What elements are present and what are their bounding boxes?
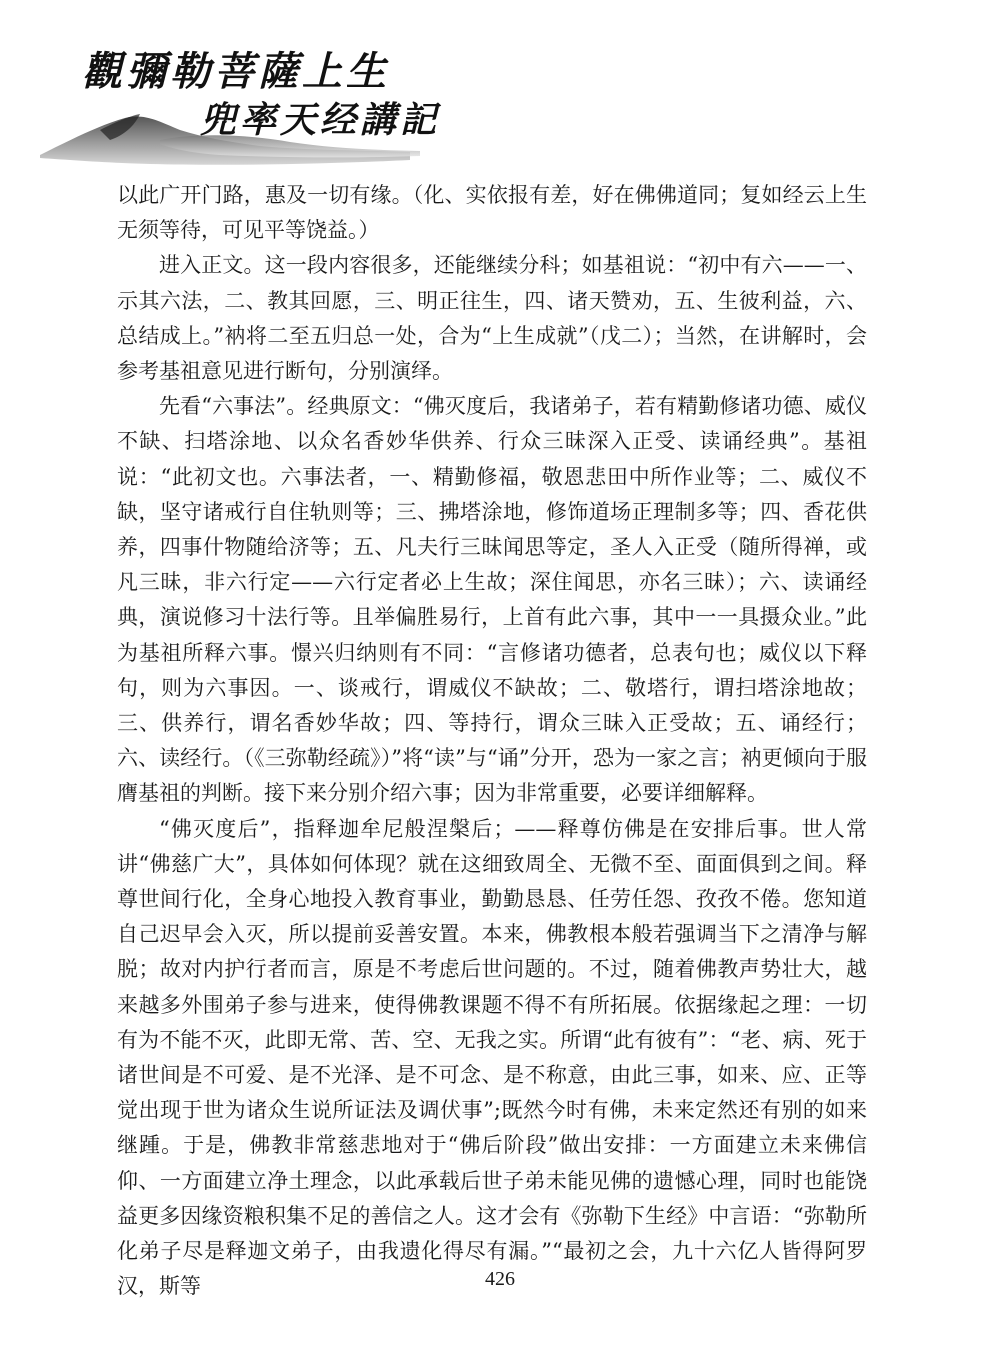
- body-text: [117, 178, 867, 1305]
- book-title-line2: 兜率天经講記: [200, 99, 441, 141]
- paragraph: 进入正文。这一段内容很多，还能继续分科；如基祖说：“初中有六——一、示其六法，二、教其回愿，三、明正往生，四、诸天赞劝，五、生彼利益，六、总结成上。”衲将二至五归总一处，合为“上生成就”（戊二）；当然，在讲解时，会参考基祖意见进行断句，分别演绎。: [117, 253, 867, 384]
- paragraph: 先看“六事法”。经典原文：“佛灭度后，我诸弟子，若有精勤修诸功德、威仪不缺、扫塔涂地、以众名香妙华供养、行众三昧深入正受、读诵经典”。基祖说：“此初文也。六事法者，一、精勤修福，敬恩悲田中所作业等；二、威仪不缺，坚守诸戒行自住轨则等；三、拂塔涂地，修饰道场正理制多等；四、香花供养，四事什物随给济等；五、凡夫行三昧闻思等定，圣人入正受（随所得禅，或凡三昧，非六行定——六行定者必上生故；深住闻思，亦名三昧）；六、读诵经典，演说修习十法行等。且举偏胜易行，上首有此六事，其中一一具摄众业。”此为基祖所释六事。憬兴归纳则有不同：“言修诸功德者，总表句也；威仪以下释句，则为六事因。一、谈戒行，谓威仪不缺故；二、敬塔行，谓扫塔涂地故；三、供养行，谓名香妙华故；四、等持行，谓众三昧入正受故；五、诵经行；六、读经行。（《三弥勒经疏》）”将“读”与“诵”分开，恐为一家之言；衲更倾向于服膺基祖的判断。接下来分别介绍六事；因为非常重要，必要详细解释。: [117, 394, 867, 806]
- book-title-line1: 觀彌勒菩薩上生: [82, 48, 390, 95]
- paragraph: 以此广开门路，惠及一切有缘。（化、实依报有差，好在佛佛道同；复如经云上生无须等待，可见平等饶益。）: [117, 183, 867, 243]
- page-number: 426: [485, 1268, 515, 1290]
- page-header: [0, 0, 1000, 180]
- paragraph: “佛灭度后”，指释迦牟尼般涅槃后；——释尊仿佛是在安排后事。世人常讲“佛慈广大”，具体如何体现？就在这细致周全、无微不至、面面俱到之间。释尊世间行化，全身心地投入教育事业，勤勤恳恳、任劳任怨、孜孜不倦。您知道自己迟早会入灭，所以提前妥善安置。本来，佛教根本般若强调当下之清净与解脱；故对内护行者而言，原是不考虑后世问题的。不过，随着佛教声势壮大，越来越多外围弟子参与进来，使得佛教课题不得不有所拓展。依据缘起之理：一切有为不能不灭，此即无常、苦、空、无我之实。所谓“此有彼有”：“老、病、死于诸世间是不可爱、是不光泽、是不可念、是不称意，由此三事，如来、应、正等觉出现于世为诸众生说所证法及调伏事”;既然今时有佛，未来定然还有别的如来继踵。于是，佛教非常慈悲地对于“佛后阶段”做出安排：一方面建立未来佛信仰、一方面建立净土理念，以此承载后世子弟未能见佛的遗憾心理，同时也能饶益更多因缘资粮积集不足的善信之人。这才会有《弥勒下生经》中言语：“弥勒所化弟子尽是释迦文弟子，由我遗化得尽有漏。”“最初之会，九十六亿人皆得阿罗汉，斯等: [117, 816, 867, 1299]
